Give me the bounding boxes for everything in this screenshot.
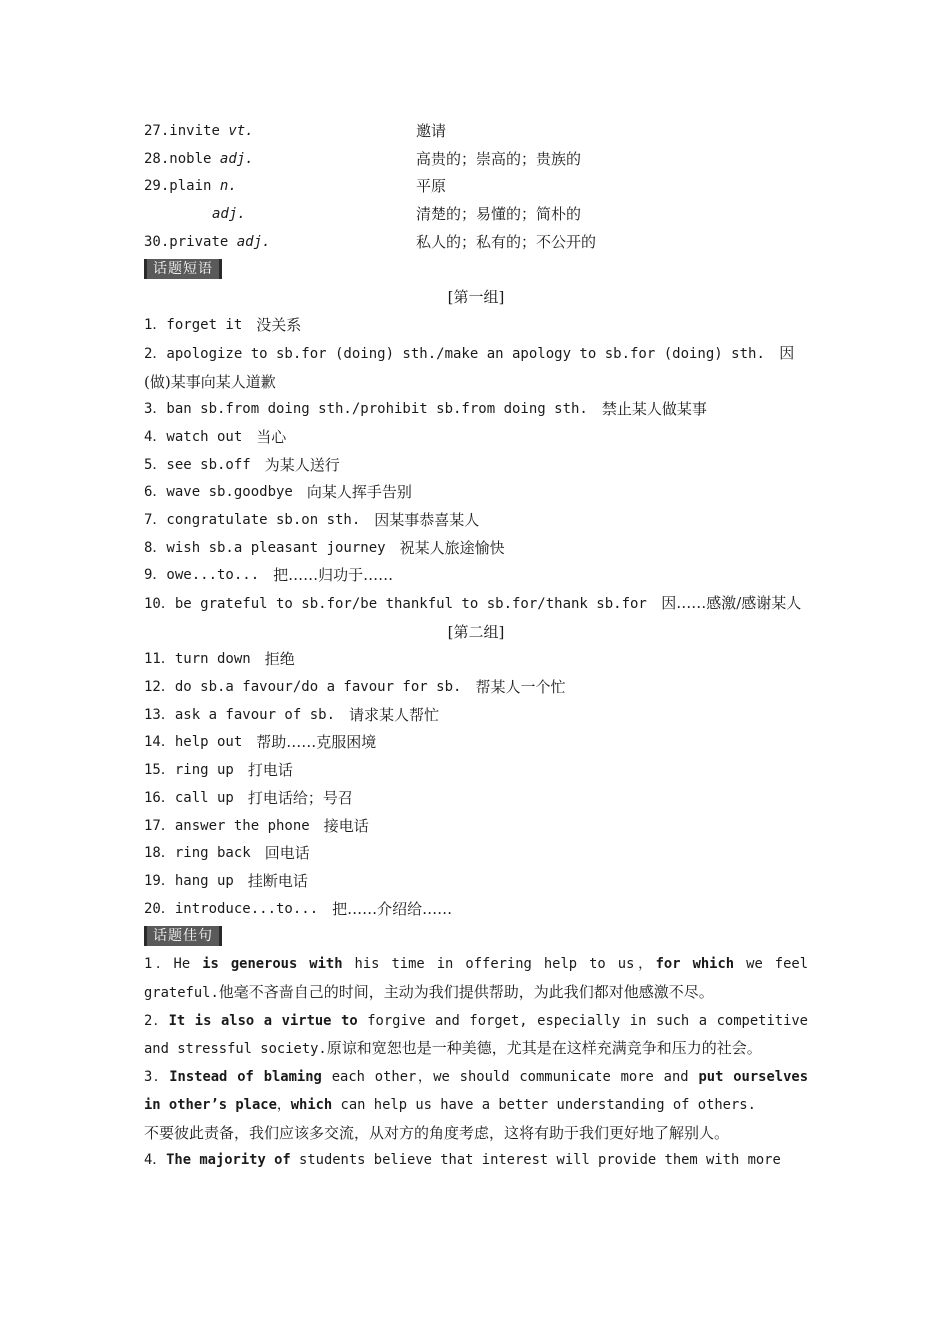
phrase-item: 16．call up 打电话给；号召 (144, 788, 353, 807)
phrase-item: 18．ring back 回电话 (144, 844, 310, 863)
sentence-3: 3．Instead of blaming each other，we should communicate more and put ourselves in other’s place，which can help us have a better understanding of others. 不要彼此责备，我们应该多交流，从对方的角度考虑，这将有助于我们更好地了解别人。 (144, 1064, 808, 1147)
phrase-item: 7．congratulate sb.on sth. 因某事恭喜某人 (144, 510, 480, 529)
phrase-item: 5．see sb.off 为某人送行 (144, 455, 340, 474)
vocab-word: adj. (212, 206, 246, 223)
group-heading-1: [第一组] (447, 288, 505, 307)
phrase-item: 2．apologize to sb.for (doing) sth./make an apology to sb.for (doing) sth. 因(做)某事向某人道歉 (144, 343, 795, 391)
phrase-item: 4．watch out 当心 (144, 427, 287, 446)
phrase-item: 15．ring up 打电话 (144, 761, 293, 780)
phrase-item: 19．hang up 挂断电话 (144, 871, 308, 890)
vocab-row (144, 118, 808, 146)
group-heading-2: [第二组] (447, 622, 505, 641)
sentence-1: 1．He is generous with his time in offering help to us，for which we feel grateful.他毫不吝啬自己的时间，主动为我们提供帮助，为此我们都对他感激不尽。 (144, 956, 809, 1001)
phrase-item: 9．owe...to... 把……归功于…… (144, 566, 394, 585)
vocab-meaning: 高贵的；崇高的；贵族的 (416, 149, 582, 168)
vocab-word: 30.private adj. (144, 233, 271, 250)
phrase-item: 3．ban sb.from doing sth./prohibit sb.from doing sth. 禁止某人做某事 (144, 400, 707, 419)
section-tag-phrases: 话题短语 (144, 256, 808, 284)
vocab-word: 28.noble adj. (144, 150, 254, 167)
phrase-item: 11．turn down 拒绝 (144, 650, 295, 669)
phrase-item: 10．be grateful to sb.for/be thankful to sb.for/thank sb.for 因……感激/感谢某人 (144, 594, 802, 613)
vocab-meaning: 私人的；私有的；不公开的 (416, 232, 597, 251)
vocab-row (144, 146, 808, 174)
vocab-meaning: 清楚的；易懂的；简朴的 (416, 205, 582, 224)
sentence-3-translation: 不要彼此责备，我们应该多交流，从对方的角度考虑，这将有助于我们更好地了解别人。 (144, 1123, 730, 1142)
phrase-item: 8．wish sb.a pleasant journey 祝某人旅途愉快 (144, 538, 505, 557)
sentence-4: 4．The majority of students believe that interest will provide them with more (144, 1152, 781, 1169)
vocab-row (144, 229, 808, 257)
vocab-row (144, 173, 808, 201)
vocab-meaning: 邀请 (416, 122, 447, 140)
phrase-item: 14．help out 帮助……克服困境 (144, 733, 377, 752)
phrase-item: 13．ask a favour of sb. 请求某人帮忙 (144, 705, 440, 724)
phrase-item: 12．do sb.a favour/do a favour for sb. 帮某人一个忙 (144, 678, 566, 697)
document-page (144, 118, 808, 1175)
section-tag-sentences: 话题佳句 (144, 923, 808, 951)
vocab-row (144, 201, 808, 229)
sentence-2: 2．It is also a virtue to forgive and forget, especially in such a competitive and stressful society.原谅和宽恕也是一种美德，尤其是在这样充满竞争和压力的社会。 (144, 1012, 808, 1058)
phrase-item: 20．introduce...to... 把……介绍给…… (144, 899, 453, 918)
phrase-item: 1．forget it 没关系 (144, 316, 302, 335)
vocab-word: 27.invite vt. (144, 123, 254, 139)
phrase-item: 6．wave sb.goodbye 向某人挥手告别 (144, 483, 412, 502)
vocab-meaning: 平原 (416, 177, 447, 196)
phrase-item: 17．answer the phone 接电话 (144, 816, 369, 835)
vocab-word: 29.plain n. (144, 178, 237, 195)
